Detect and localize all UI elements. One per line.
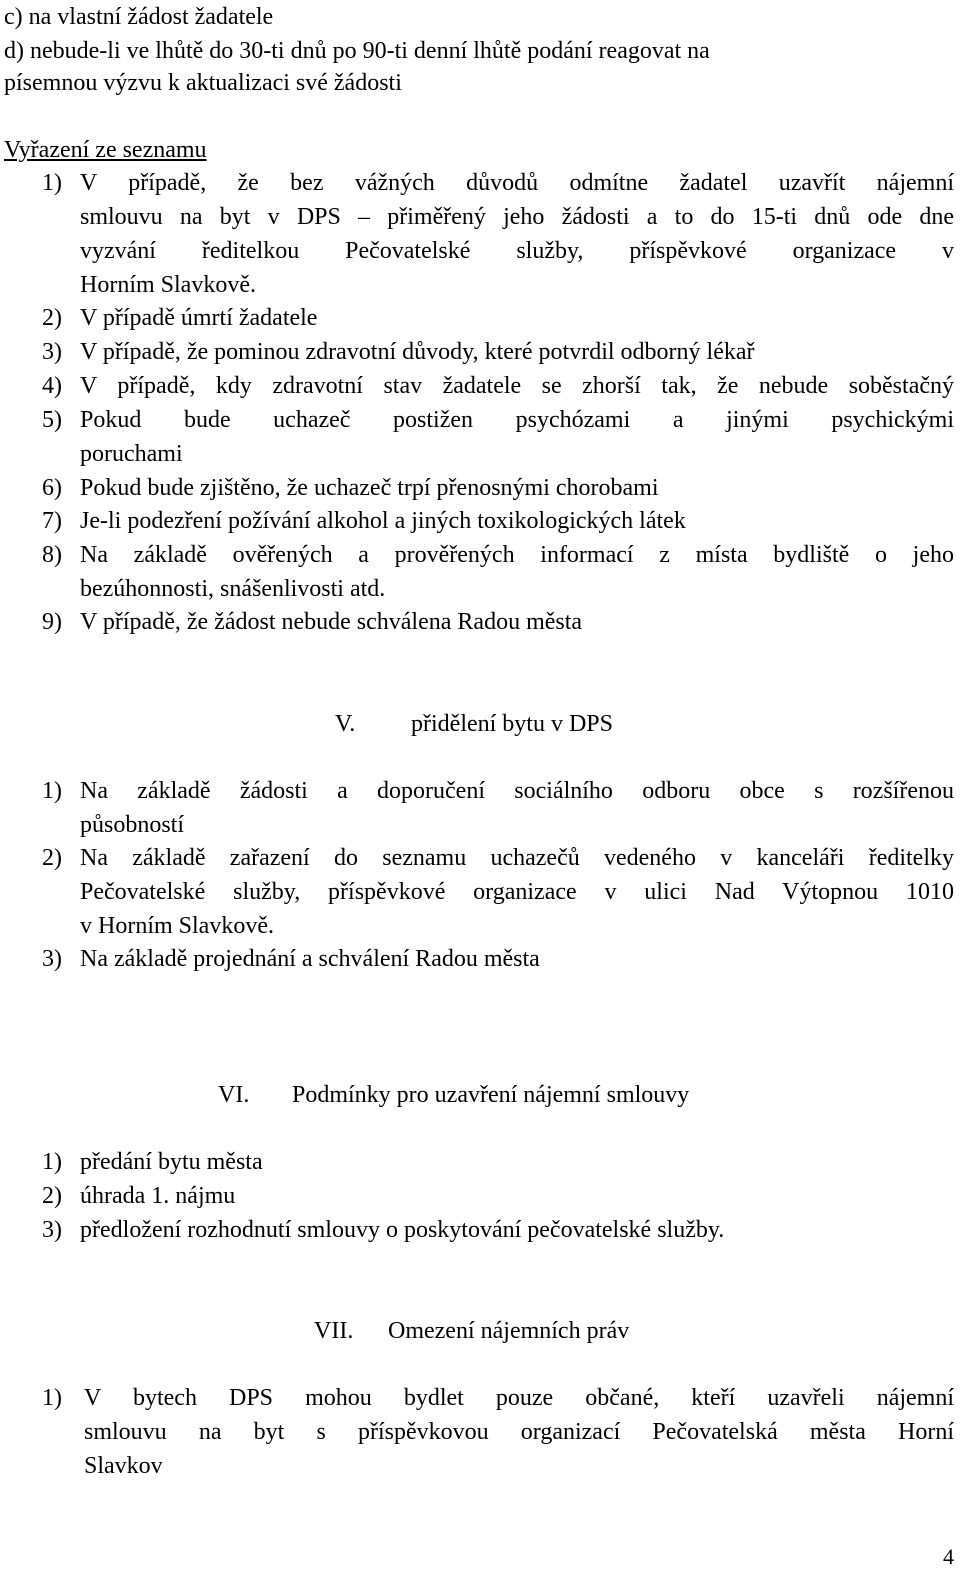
item-line: vyzvání ředitelkou Pečovatelské služby, příspěvkové organizace v bbox=[80, 238, 954, 264]
item-number: 2) bbox=[42, 305, 62, 331]
item-line: smlouvu na byt v DPS – přiměřený jeho žádosti a to do 15-ti dnů ode dne bbox=[80, 204, 954, 230]
item-line: bezúhonnosti, snášenlivosti atd. bbox=[80, 576, 386, 602]
list-item bbox=[42, 369, 954, 403]
item-number: 2) bbox=[42, 845, 62, 871]
item-number: 1) bbox=[42, 1385, 62, 1411]
item-number: 3) bbox=[42, 339, 62, 365]
item-number: 2) bbox=[42, 1183, 62, 1209]
item-line: působností bbox=[80, 812, 185, 838]
section-title: Podmínky pro uzavření nájemní smlouvy bbox=[292, 1082, 690, 1108]
list-item bbox=[42, 471, 954, 505]
list-item bbox=[42, 942, 954, 976]
section-title: Omezení nájemních práv bbox=[388, 1318, 630, 1344]
list-item bbox=[42, 1179, 954, 1213]
item-line: V bytech DPS mohou bydlet pouze občané, kteří uzavřeli nájemní bbox=[84, 1385, 954, 1411]
item-line: úhrada 1. nájmu bbox=[80, 1183, 236, 1209]
item-number: 1) bbox=[42, 170, 62, 196]
list-item bbox=[42, 504, 954, 538]
item-number: 1) bbox=[42, 778, 62, 804]
intro-line: písemnou výzvu k aktualizaci své žádosti bbox=[4, 70, 402, 96]
section-heading-v bbox=[335, 707, 613, 741]
list-item bbox=[42, 335, 954, 369]
item-number: 5) bbox=[42, 407, 62, 433]
item-line: Je-li podezření požívání alkohol a jiných toxikologických látek bbox=[80, 508, 686, 534]
item-line: V případě, že bez vážných důvodů odmítne žadatel uzavřít nájemní bbox=[80, 170, 954, 196]
item-line: Horním Slavkově. bbox=[80, 272, 256, 298]
item-line: Pokud bude zjištěno, že uchazeč trpí přenosnými chorobami bbox=[80, 475, 659, 501]
item-line: V případě úmrtí žadatele bbox=[80, 305, 318, 331]
item-number: 3) bbox=[42, 946, 62, 972]
list-item bbox=[42, 1213, 954, 1247]
item-line: poruchami bbox=[80, 441, 183, 467]
list-item bbox=[42, 1381, 954, 1483]
list-item bbox=[42, 166, 954, 302]
section-title: přidělení bytu v DPS bbox=[411, 711, 613, 737]
item-number: 3) bbox=[42, 1217, 62, 1243]
item-line: Na základě zařazení do seznamu uchazečů vedeného v kanceláři ředitelky bbox=[80, 845, 954, 871]
list-item bbox=[42, 605, 954, 639]
item-line: V případě, že žádost nebude schválena Radou města bbox=[80, 609, 583, 635]
item-line: V případě, kdy zdravotní stav žadatele se zhorší tak, že nebude soběstačný bbox=[80, 373, 954, 399]
item-line: smlouvu na byt s příspěvkovou organizací Pečovatelská města Horní bbox=[84, 1419, 954, 1445]
item-line: Pokud bude uchazeč postižen psychózami a jinými psychickými bbox=[80, 407, 954, 433]
section-heading-vi bbox=[218, 1078, 689, 1112]
item-number: 8) bbox=[42, 542, 62, 568]
item-line: Na základě žádosti a doporučení sociálního odboru obce s rozšířenou bbox=[80, 778, 954, 804]
item-number: 1) bbox=[42, 1149, 62, 1175]
section-heading-vii bbox=[314, 1314, 629, 1348]
item-line: předání bytu města bbox=[80, 1149, 263, 1175]
intro-line: d) nebude-li ve lhůtě do 30-ti dnů po 90-ti denní lhůtě podání reagovat na bbox=[4, 38, 710, 64]
list-item bbox=[42, 538, 954, 606]
list-item bbox=[42, 1145, 954, 1179]
item-number: 4) bbox=[42, 373, 62, 399]
item-number: 7) bbox=[42, 508, 62, 534]
item-number: 9) bbox=[42, 609, 62, 635]
item-line: Pečovatelské služby, příspěvkové organizace v ulici Nad Výtopnou 1010 bbox=[80, 879, 954, 905]
list-item bbox=[42, 841, 954, 943]
item-line: Na základě projednání a schválení Radou města bbox=[80, 946, 540, 972]
item-line: Slavkov bbox=[84, 1453, 163, 1479]
list-item bbox=[42, 301, 954, 335]
item-line: předložení rozhodnutí smlouvy o poskytování pečovatelské služby. bbox=[80, 1217, 725, 1243]
section-title-removal: Vyřazení ze seznamu bbox=[4, 137, 207, 163]
list-item bbox=[42, 403, 954, 471]
page-number: 4 bbox=[943, 1544, 954, 1569]
section-numeral: VII. bbox=[314, 1318, 354, 1344]
intro-line: c) na vlastní žádost žadatele bbox=[4, 4, 274, 30]
item-line: v Horním Slavkově. bbox=[80, 913, 274, 939]
item-number: 6) bbox=[42, 475, 62, 501]
item-line: Na základě ověřených a prověřených informací z místa bydliště o jeho bbox=[80, 542, 954, 568]
item-line: V případě, že pominou zdravotní důvody, které potvrdil odborný lékař bbox=[80, 339, 755, 365]
section-numeral: V. bbox=[335, 711, 356, 737]
list-item bbox=[42, 774, 954, 842]
section-numeral: VI. bbox=[218, 1082, 250, 1108]
